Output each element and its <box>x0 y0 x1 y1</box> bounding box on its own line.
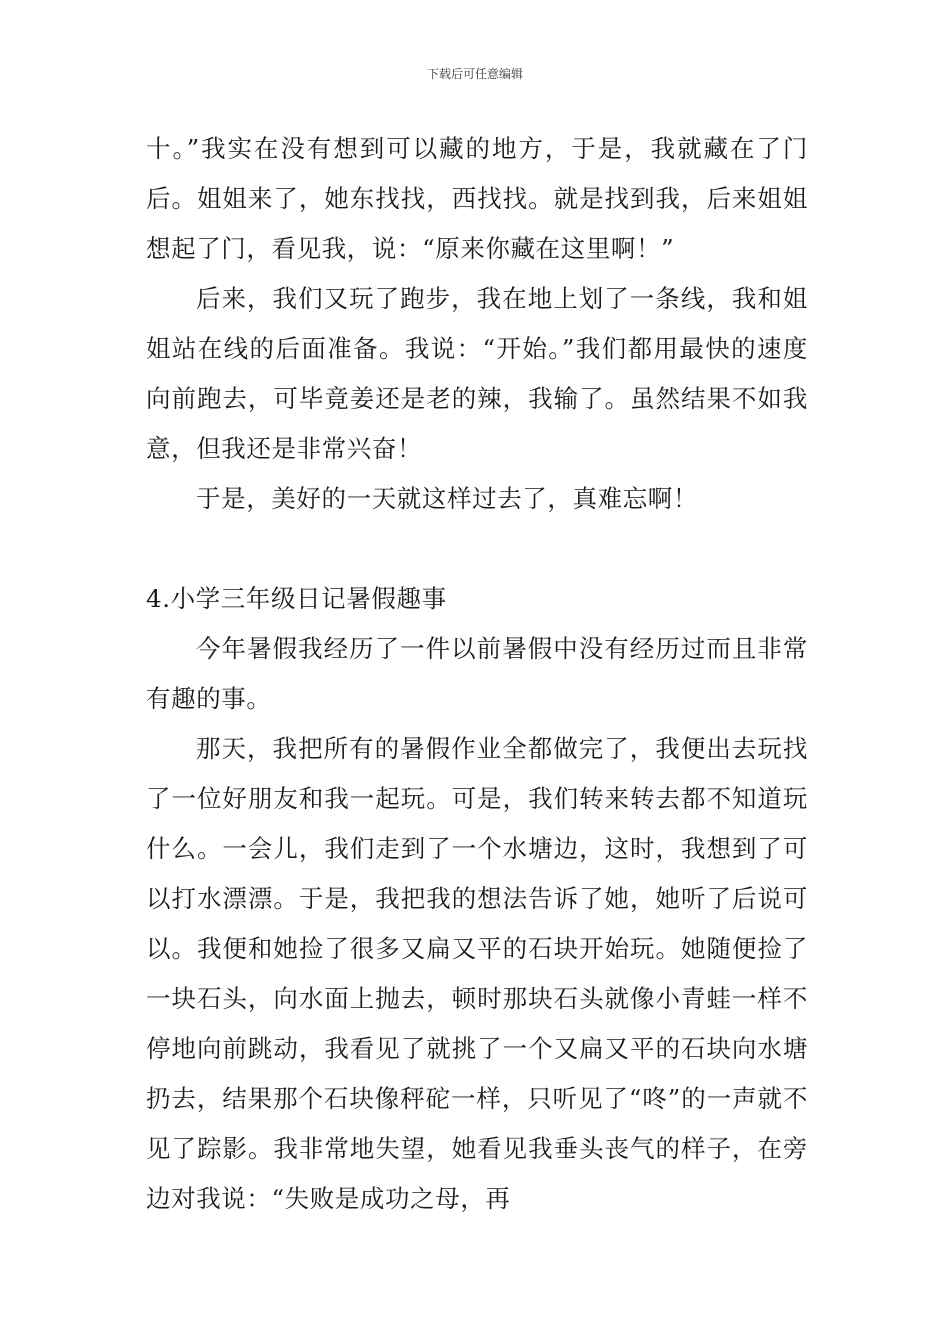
section-heading: 4.小学三年级日记暑假趣事 <box>146 584 447 613</box>
paragraph: 那天，我把所有的暑假作业全都做完了，我便出去玩找了一位好朋友和我一起玩。可是，我们转来转去都不知道玩什么。一会儿，我们走到了一个水塘边，这时，我想到了可以打水漂漂。于是，我把我的想法告诉了她，她听了后说可以。我便和她捡了很多又扁又平的石块开始玩。她随便捡了一块石头，向水面上抛去，顿时那块石头就像小青蛙一样不停地向前跳动，我看见了就挑了一个又扁又平的石块向水塘扔去，结果那个石块像秤砣一样，只听见了“咚”的一声就不见了踪影。我非常地失望，她看见我垂头丧气的样子，在旁边对我说：“失败是成功之母，再 <box>146 734 808 1213</box>
paragraph: 于是，美好的一天就这样过去了，真难忘啊！ <box>196 484 698 513</box>
document-body <box>146 124 808 1224</box>
page-header: 下载后可任意编辑 <box>426 67 523 81</box>
paragraph: 后来，我们又玩了跑步，我在地上划了一条线，我和姐姐站在线的后面准备。我说：“开始。”我们都用最快的速度向前跑去，可毕竟姜还是老的辣，我输了。虽然结果不如我意，但我还是非常兴奋！ <box>146 284 808 463</box>
paragraph-continued: 十。”我实在没有想到可以藏的地方，于是，我就藏在了门后。姐姐来了，她东找找，西找找。就是找到我，后来姐姐想起了门，看见我，说：“原来你藏在这里啊！” <box>146 134 808 263</box>
paragraph: 今年暑假我经历了一件以前暑假中没有经历过而且非常有趣的事。 <box>146 634 808 713</box>
